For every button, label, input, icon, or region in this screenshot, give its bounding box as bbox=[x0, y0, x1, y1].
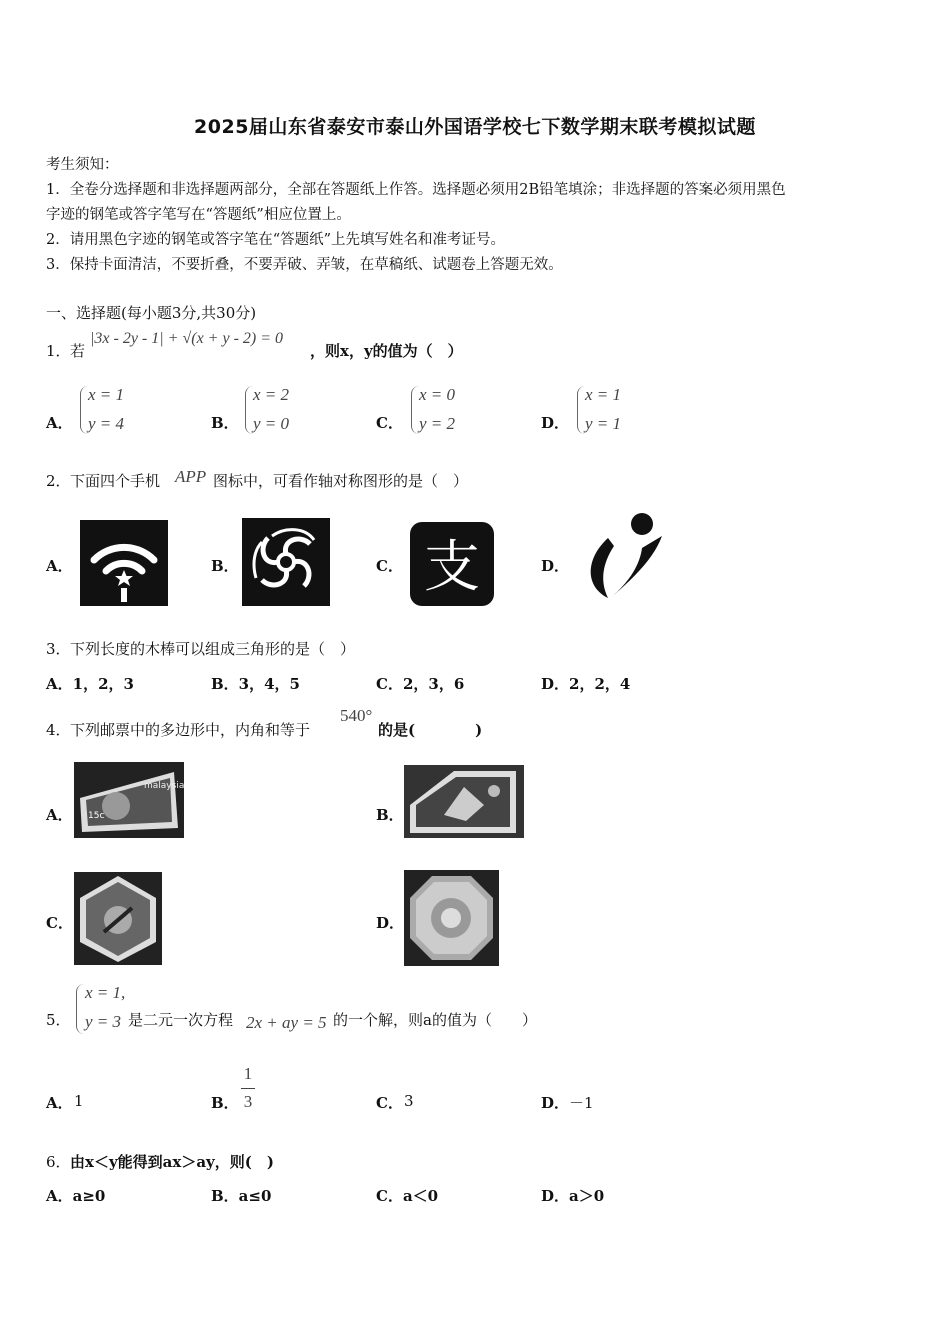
q5-post: 的一个解，则a的值为（ ） bbox=[333, 1011, 537, 1029]
q1-option-a-label[interactable]: A． bbox=[46, 414, 73, 432]
q1-pre: 若 bbox=[70, 342, 86, 360]
q4-number: 4． bbox=[46, 721, 71, 739]
q5-option-b-numerator: 1 bbox=[243, 1064, 253, 1083]
q3-text: 下列长度的木棒可以组成三角形的是（ ） bbox=[70, 640, 356, 658]
q5-option-b-fraction-bar bbox=[241, 1088, 255, 1089]
stamp-a-text: malaysia bbox=[144, 781, 184, 791]
q4-post: 的是( ) bbox=[378, 721, 483, 739]
q1-option-d-line1: x = 1 bbox=[585, 385, 622, 404]
q1-option-b-label[interactable]: B． bbox=[211, 414, 239, 432]
q2-option-c-label[interactable]: C． bbox=[376, 557, 403, 575]
stamp-d-image[interactable] bbox=[404, 870, 499, 966]
q2-option-d-label[interactable]: D． bbox=[541, 557, 570, 575]
q1-option-c-label[interactable]: C． bbox=[376, 414, 403, 432]
q1-option-b-line1: x = 2 bbox=[253, 385, 290, 404]
q1-option-b-line2: y = 0 bbox=[253, 414, 290, 433]
notice-line-2: 2．请用黑色字迹的钢笔或答字笔在“答题纸”上先填写姓名和准考证号。 bbox=[46, 232, 506, 248]
q4-value: 540° bbox=[340, 706, 373, 725]
q2-post: 图标中，可看作轴对称图形的是（ ） bbox=[213, 472, 469, 490]
q5-mid: 是二元一次方程 bbox=[128, 1011, 234, 1029]
q5-option-c-label[interactable]: C． bbox=[376, 1094, 403, 1112]
q5-option-b-denominator: 3 bbox=[243, 1092, 253, 1111]
notice-line-1b: 字迹的钢笔或答字笔写在“答题纸”相应位置上。 bbox=[46, 207, 351, 223]
q1-option-a-line2: y = 4 bbox=[88, 414, 125, 433]
q3-option-c[interactable]: C．2，3，6 bbox=[376, 675, 465, 693]
q4-option-a-label[interactable]: A． bbox=[46, 806, 73, 824]
q1-option-d-line2: y = 1 bbox=[585, 414, 622, 433]
q4-option-d-label[interactable]: D． bbox=[376, 914, 405, 932]
stamp-b-image[interactable] bbox=[404, 765, 524, 838]
q5-equation: 2x + ay = 5 bbox=[246, 1013, 327, 1032]
q6-number: 6． bbox=[46, 1153, 71, 1171]
q2-option-a-label[interactable]: A． bbox=[46, 557, 73, 575]
q5-option-a-value: 1 bbox=[74, 1092, 84, 1110]
stamp-a-value: 15c bbox=[88, 811, 105, 821]
q2-option-b-label[interactable]: B． bbox=[211, 557, 239, 575]
q4-option-c-label[interactable]: C． bbox=[46, 914, 73, 932]
q1-option-d-label[interactable]: D． bbox=[541, 414, 570, 432]
q6-option-c[interactable]: C．a＜0 bbox=[376, 1187, 439, 1205]
q1-option-a-line1: x = 1 bbox=[88, 385, 125, 404]
q1-post: ，则x，y的值为（ ） bbox=[310, 342, 463, 360]
notice-heading: 考生须知： bbox=[46, 157, 119, 173]
alipay-icon[interactable] bbox=[410, 522, 494, 606]
q1-formula: |3x - 2y - 1| + √(x + y - 2) = 0 bbox=[90, 330, 284, 347]
q1-option-c-line1: x = 0 bbox=[419, 385, 456, 404]
stamp-a-image[interactable] bbox=[74, 762, 184, 838]
q5-number: 5． bbox=[46, 1011, 71, 1029]
q6-text: 由x＜y能得到ax＞ay，则( ) bbox=[70, 1153, 274, 1171]
q5-option-d-label[interactable]: D． bbox=[541, 1094, 570, 1112]
notice-line-1a: 1．全卷分选择题和非选择题两部分，全部在答题纸上作答。选择题必须用2B铅笔填涂；非选择题的答案必须用黑色 bbox=[46, 182, 786, 198]
q2-number: 2． bbox=[46, 472, 71, 490]
swirl-icon[interactable] bbox=[242, 518, 330, 606]
q2-pre: 下面四个手机 bbox=[70, 472, 161, 490]
q3-option-d[interactable]: D．2，2，4 bbox=[541, 675, 631, 693]
q5-sys-line2: y = 3 bbox=[85, 1012, 122, 1031]
q3-option-b[interactable]: B．3，4，5 bbox=[211, 675, 300, 693]
q6-option-d[interactable]: D．a＞0 bbox=[541, 1187, 605, 1205]
section-heading: 一、选择题(每小题3分,共30分) bbox=[46, 304, 257, 322]
stamp-c-image[interactable] bbox=[74, 872, 162, 965]
figure-icon[interactable] bbox=[578, 508, 668, 606]
q5-option-c-value: 3 bbox=[404, 1092, 414, 1110]
page-title: 2025届山东省泰安市泰山外国语学校七下数学期末联考模拟试题 bbox=[194, 116, 756, 138]
notice-line-3: 3．保持卡面清洁，不要折叠，不要弄破、弄皱，在草稿纸、试题卷上答题无效。 bbox=[46, 257, 563, 273]
q5-sys-line1: x = 1, bbox=[85, 983, 126, 1002]
q6-option-b[interactable]: B．a≤0 bbox=[211, 1187, 272, 1205]
q5-option-d-value: －1 bbox=[569, 1094, 594, 1112]
wifi-icon[interactable] bbox=[80, 520, 168, 606]
q2-app: APP bbox=[175, 467, 207, 486]
q5-option-a-label[interactable]: A． bbox=[46, 1094, 73, 1112]
q5-option-b-label[interactable]: B． bbox=[211, 1094, 239, 1112]
q3-number: 3． bbox=[46, 640, 71, 658]
q1-number: 1． bbox=[46, 342, 71, 360]
q4-pre: 下列邮票中的多边形中，内角和等于 bbox=[70, 721, 311, 739]
q6-option-a[interactable]: A．a≥0 bbox=[46, 1187, 106, 1205]
alipay-char: 支 bbox=[424, 535, 480, 600]
q4-option-b-label[interactable]: B． bbox=[376, 806, 404, 824]
q3-option-a[interactable]: A．1，2，3 bbox=[46, 675, 134, 693]
q1-option-c-line2: y = 2 bbox=[419, 414, 456, 433]
